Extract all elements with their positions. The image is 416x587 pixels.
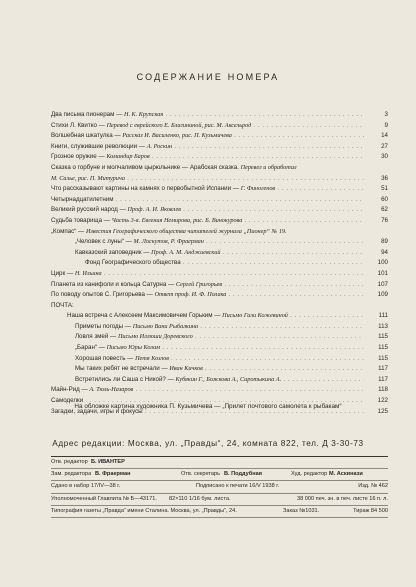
toc-entry-title: „Компас“ — [51,227,86,235]
toc-entry [51,184,388,195]
toc-entry-title: Мы таких ребят не встречали — [75,365,170,373]
toc-entry [51,332,388,343]
toc-entry-page: 62 [378,205,388,216]
toc-entry-author: Петя Козлов [135,354,169,362]
toc-entry-author: Н. Ильина [74,269,102,277]
toc-entry-author: Письмо Иллюши Доревского [117,333,193,341]
paper-format: 82×110 1/16 бум. листа. [169,495,231,502]
imprint-row [51,506,388,518]
toc-entry [51,385,388,396]
toc-entry-page: 117 [375,375,388,386]
imprint-block [51,456,388,518]
toc-entry-title: „Баран“ — [75,344,107,352]
toc-entry-title: Судьба товарища — [51,216,112,224]
toc-entry [51,205,388,216]
toc-entry-title: Сказка о горбуне и молчаливом цырюльнике — Арабская сказка. [51,163,241,171]
toc-entry-author: А. Роскин [146,142,173,150]
toc-entry-author: Проф. А. М. Анджиевский [151,248,221,256]
toc-entry [51,110,388,121]
toc-entry [51,258,388,269]
toc-entry-title: Фонд Географического общества [85,259,181,267]
toc-entry-page: 115 [375,343,388,354]
toc-entry-author: Письмо Юры Колам [106,344,161,352]
toc-entry-title: Майн-Рид — [51,386,90,394]
toc-entry-title: Ловля змей — [75,333,118,341]
toc-entry [51,237,388,248]
toc-entry [51,375,388,386]
toc-entry-author: Часть 3-я. Евгения Немирова, рис. Б. Винокурова [111,216,243,224]
table-of-contents [51,110,388,417]
toc-entry-page: 111 [376,311,388,322]
toc-entry-title: Что рассказывают картины на камнях о первобытной Испании — [51,185,241,193]
toc-entry [51,301,388,312]
editor-name: Б. ИВАНТЕР [91,459,125,465]
imprint-row [51,469,388,481]
cover-note: На обложке картина художника П. Кузьмичева — „Прилет почтового самолета к рыбакам“ [74,403,342,410]
toc-entry-page: 30 [378,152,388,163]
toc-entry-author: Сергей Григорьев [175,280,223,288]
toc-entry [51,216,388,227]
censor-number: Уполномоченный Главлита № Б—43171. [51,495,157,502]
toc-entry-title: Грозное оружие — [51,153,107,161]
sheet-info: 38 000 печ. зн. в печ. листе 16 п. л. [297,495,388,502]
toc-entry [51,354,388,365]
toc-entry-author: Рассказ И. Василенко, рис. П. Кузьмичева [122,132,232,140]
deputy-name: В. Фраерман [95,471,131,478]
toc-entry-title: Стихи Л. Квитко — [51,121,107,129]
toc-entry-author: Проф. А. И. Яковлев [127,206,181,214]
toc-entry-page: 107 [375,280,388,291]
toc-entry-page: 118 [375,385,388,396]
toc-entry-title: По поводу опытов С. Григорьева — [51,291,155,299]
toc-entry-author: М. Лоскутов, Р. Фраерман [133,238,204,246]
toc-entry-author: Перевод с еврейского Е. Благининой, рис. М. Аксельрод [106,121,252,129]
toc-entry-page: 94 [378,248,388,259]
toc-entry [51,121,388,132]
toc-entry-title: Планета из канифоли и кольца Сатурна — [51,280,176,288]
toc-entry [51,227,388,238]
toc-entry [51,322,388,333]
contents-title: СОДЕРЖАНИЕ НОМЕРА [136,72,280,82]
imprint-row [51,457,388,469]
toc-entry-page: 100 [375,258,388,269]
toc-entry-title: Наша встреча с Алексеем Максимовичем Горьким — [67,312,223,320]
toc-entry-title: „Человек с луны“ — [75,238,134,246]
toc-entry [51,269,388,280]
toc-entry-page: 9 [382,121,388,132]
toc-entry [51,290,388,301]
toc-entry-page: 51 [378,184,388,195]
toc-entry-author: М. Салье, рис. П. Митурича [51,174,125,182]
toc-entry [51,142,388,153]
art-editor-name: М. Аскинази [329,471,363,478]
toc-entry-title: Два письма пионерам — [51,111,124,118]
toc-entry-page: 60 [378,195,388,206]
toc-entry-author: А. Тюль-Назаров [89,386,134,394]
toc-entry [51,248,388,259]
toc-entry-author: Известия Географического общества читателей журнала „Пионер“ № 19. [85,227,287,235]
toc-entry-page: 36 [378,174,388,185]
toc-entry-title: ПОЧТА: [51,301,74,309]
toc-entry-author: Командир Баров [106,153,150,161]
toc-entry-page: 89 [378,237,388,248]
editor-label: Отв. редактор [51,459,88,465]
art-editor-label: Худ. редактор [291,471,328,478]
toc-entry-page: 27 [378,142,388,153]
toc-entry-page: 125 [375,407,388,418]
toc-entry [51,311,388,322]
toc-entry-author: Н. К. Крупская [123,111,164,118]
toc-entry-page: 101 [375,269,388,280]
toc-entry-title: Приметы погоды — [75,322,133,330]
imprint-row [51,494,388,506]
printing-house: Типография газеты „Правда“ имени Сталина. Москва, ул. „Правды“, 24. [51,507,237,514]
toc-entry [51,152,388,163]
toc-entry [51,343,388,354]
toc-entry-author: Перевел и обработал [240,163,297,171]
toc-entry-page: 14 [378,131,388,142]
toc-entry-page: 117 [375,364,388,375]
toc-entry-title: Волшебная шкатулка — [51,132,123,140]
toc-entry-title: Великий русский народ — [51,206,128,214]
deputy-label: Зам. редактора [51,471,92,478]
toc-entry-title: Кавказский заповедник — [75,248,152,256]
toc-entry [51,174,388,185]
toc-entry-author: Г. Финогенов [240,185,276,193]
toc-entry-page: 115 [375,332,388,343]
toc-entry [51,364,388,375]
toc-entry [51,163,388,174]
toc-entry-author: Ответ проф. И. Ф. Полака [154,291,227,299]
secretary-label: Отв. секретарь [181,471,221,478]
toc-entry-title: Хорошая повесть — [75,354,136,362]
secretary-name: В. Поддубная [224,471,263,478]
toc-entry-title: Цирк — [51,269,75,277]
edition-number: Изд. № 462 [358,483,388,490]
toc-entry-page: 76 [378,216,388,227]
signed-date: Подписано к печати 16/V 1938 г. [196,483,280,490]
toc-entry-title: Встретились ли Саша с Никой? — [75,375,176,383]
order-number: Заказ №1031. [283,507,320,514]
toc-entry-author: Кубякин Г., Божкова А., Сиротыкина А. [175,375,282,383]
typeset-date: Сдано в набор 17/IV—38 г. [51,483,121,490]
toc-entry [51,280,388,291]
toc-entry-title: Загадки, задачи, игры и фокусы [51,407,143,415]
editorial-address: Адрес редакции: Москва, ул. „Правды“, 24, комната 822, тел. Д 3-30-73 [52,439,364,448]
toc-entry-title: Самоделки [51,397,84,405]
toc-entry-author: Письмо Гали Кожевиной [222,312,288,320]
imprint-row [51,481,388,493]
toc-entry-page: 122 [375,396,388,407]
toc-entry-page: 109 [375,290,388,301]
toc-entry-author: Иван Кичков [169,365,203,373]
toc-entry-title: Четырнадцатилетним [51,195,114,203]
toc-entry-page: 115 [375,354,388,365]
toc-entry-page: 3 [382,110,388,121]
toc-entry [51,195,388,206]
toc-entry [51,131,388,142]
toc-entry-author: Письмо Вани Рыбалкина [132,322,199,330]
toc-entry-page: 113 [375,322,388,333]
toc-entry-title: Книги, служившие революции — [51,142,147,150]
print-run: Тираж 84 500 [353,507,388,514]
